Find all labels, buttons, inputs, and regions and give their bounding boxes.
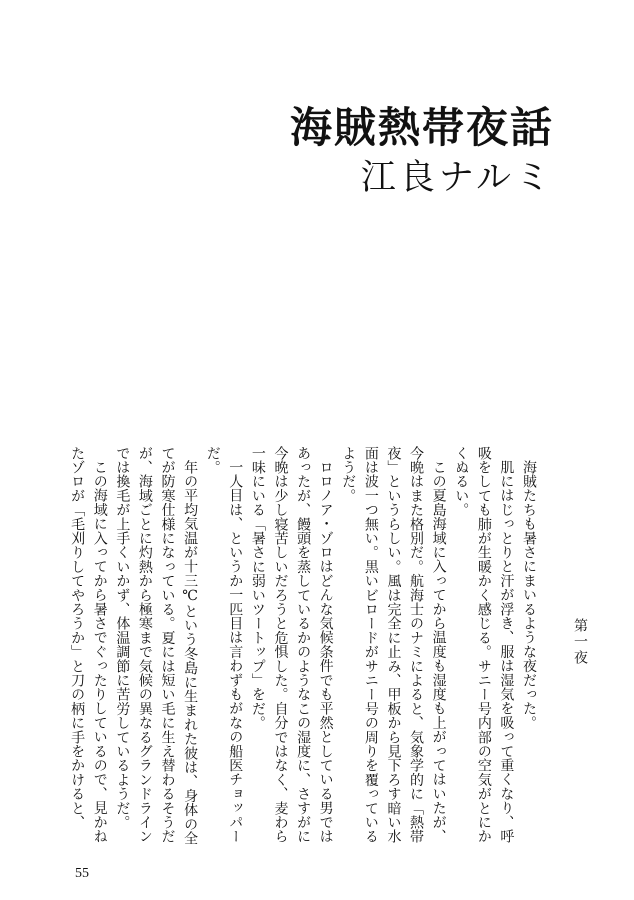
paragraph: この夏島海域に入ってから温度も湿度も上がってはいたが、今晩はまた格別だ。航海士のナミによると、気象学的に「熱帯夜」というらしい。風は完全に止み、甲板から見下ろす暗い水面は波一つ無い。黒いビロードがサニー号の周りを覆っているようだ。: [340, 446, 447, 844]
paragraph: ロロノア・ゾロはどんな気候条件でも平然としている男ではあったが、饅頭を蒸しているかのようなこの湿度に、さすがに今晩は少し寝苦しいだろうと危惧した。自分ではなく、麦わら一味にいる「暑さに弱いツートップ」をだ。: [249, 446, 334, 844]
chapter-heading: 第一夜: [572, 618, 588, 666]
paragraph: 一人目は、というか一匹目は言わずもがなの船医チョッパーだ。: [204, 446, 244, 844]
author-name: 江良ナルミ: [360, 158, 554, 198]
page-number: 55: [75, 866, 89, 881]
paragraph: 肌にはじっとりと汗が浮き、服は湿気を吸って重くなり、呼吸をしても肺が生暖かく感じる。サニー号内部の空気がとにかくぬるい。: [453, 446, 515, 844]
paragraph: 年の平均気温が十三℃という冬島に生まれた彼は、身体の全てが防寒仕様になっている。夏には短い毛に生え替わるそうだが、海域ごとに灼熱から極寒まで気候の異なるグランドラインでは換毛が上手くいかず、体温調節に苦労しているようだ。: [114, 446, 199, 846]
paragraph: この海域に入ってから暑さでぐったりしているので、見かねたゾロが「毛刈りしてやろうか」と刀の柄に手をかけると、: [69, 446, 108, 844]
paragraph: 海賊たちも暑さにまいるような夜だった。: [521, 460, 537, 730]
book-title: 海賊熱帯夜話: [289, 103, 554, 152]
body-text: [69, 446, 540, 846]
